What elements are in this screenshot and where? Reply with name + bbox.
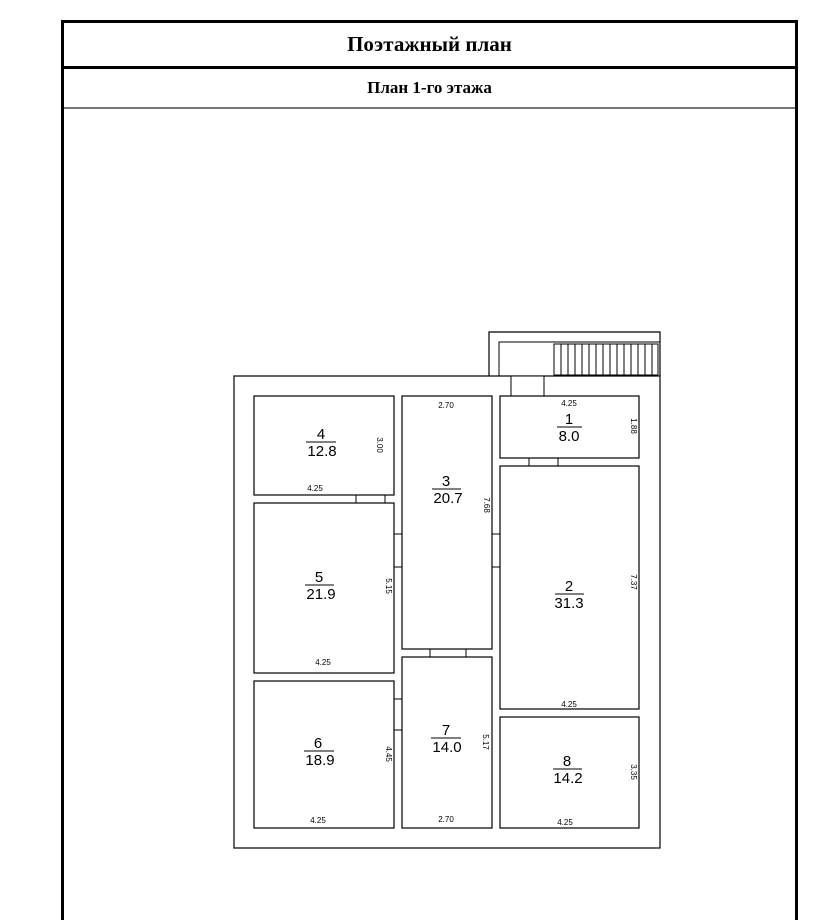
room-5-length: 5.15	[384, 578, 393, 594]
stair-steps	[561, 344, 652, 375]
page-title: Поэтажный план	[64, 23, 795, 69]
room-5-width: 4.25	[315, 658, 331, 667]
room-6-number: 6	[313, 735, 323, 752]
room-8-area: 14.2	[553, 770, 583, 787]
porch	[489, 332, 660, 396]
room-7-number: 7	[441, 722, 451, 739]
room-4-area: 12.8	[307, 443, 337, 460]
room-7-length: 5.17	[481, 734, 490, 750]
room-3-area: 20.7	[433, 490, 463, 507]
floor-subtitle: План 1-го этажа	[64, 69, 795, 109]
room-8-number: 8	[562, 753, 572, 770]
room-7-area: 14.0	[432, 739, 462, 756]
room-1-area: 8.0	[558, 428, 580, 445]
room-8-width: 4.25	[557, 818, 573, 827]
room-3	[402, 396, 492, 649]
room-5-area: 21.9	[306, 586, 336, 603]
room-1-length: 1.88	[629, 418, 638, 434]
room-2-number: 2	[564, 578, 574, 595]
room-3-number: 3	[441, 473, 451, 490]
room-6-length: 4.45	[384, 746, 393, 762]
room-2-width: 4.25	[561, 700, 577, 709]
room-7-width: 2.70	[438, 815, 454, 824]
room-4-number: 4	[316, 426, 326, 443]
room-3-width: 2.70	[438, 401, 454, 410]
room-8-length: 3.35	[629, 764, 638, 780]
stairs	[554, 344, 658, 375]
room-4-length: 3.00	[375, 437, 384, 453]
room-6-area: 18.9	[305, 752, 335, 769]
room-3-length: 7.68	[482, 497, 491, 513]
entrance-door	[511, 376, 544, 396]
room-2-length: 7.37	[629, 574, 638, 590]
room-4-width: 4.25	[307, 484, 323, 493]
room-2-area: 31.3	[554, 595, 584, 612]
room-1-width: 4.25	[561, 399, 577, 408]
room-1-number: 1	[564, 411, 574, 428]
room-6-width: 4.25	[310, 816, 326, 825]
room-5-number: 5	[314, 569, 324, 586]
